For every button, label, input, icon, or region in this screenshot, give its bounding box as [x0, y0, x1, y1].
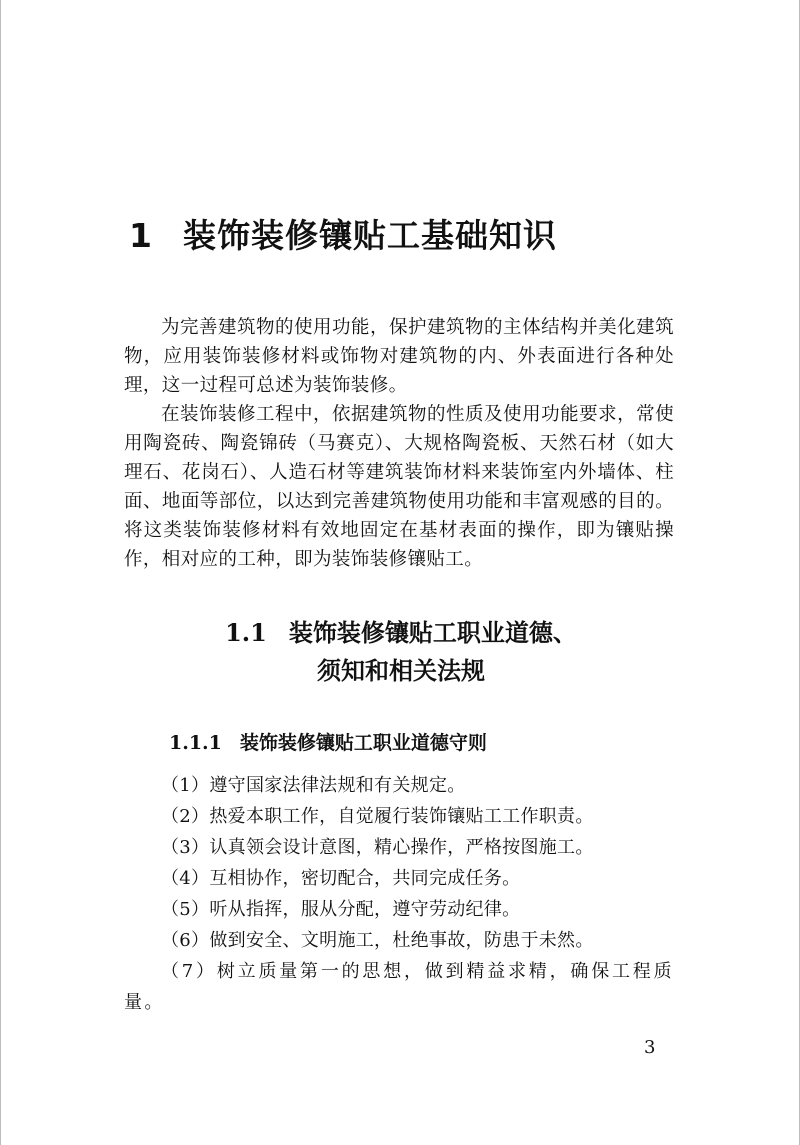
list-item: （7）树立质量第一的思想，做到精益求精，确保工程质量。 [124, 961, 674, 1013]
chapter-title-text: 装饰装修镶贴工基础知识 [183, 216, 557, 255]
list-item: （2）热爱本职工作，自觉履行装饰镶贴工工作职责。 [161, 806, 594, 827]
intro-section [124, 313, 674, 574]
section-number: 1.1 [225, 618, 267, 647]
subsection-title-text: 装饰装修镶贴工职业道德守则 [239, 732, 487, 754]
chapter-title [129, 212, 557, 260]
list-item: （5）听从指挥，服从分配，遵守劳动纪律。 [161, 899, 521, 920]
page-number: 3 [644, 1037, 656, 1058]
section-title-line1: 装饰装修镶贴工职业道德、 [288, 619, 577, 647]
list-item: （6）做到安全、文明施工，杜绝事故，防患于未然。 [161, 930, 594, 951]
code-of-conduct-list [124, 770, 674, 1018]
section-title [1, 614, 800, 690]
list-item: （3）认真领会设计意图，精心操作，严格按图施工。 [161, 837, 594, 858]
list-item: （1）遵守国家法律法规和有关规定。 [161, 775, 466, 796]
subsection-title [169, 728, 487, 758]
section-title-line2: 须知和相关法规 [317, 657, 485, 685]
subsection-number: 1.1.1 [169, 732, 222, 754]
chapter-number: 1 [129, 216, 153, 255]
list-item: （4）互相协作，密切配合，共同完成任务。 [161, 868, 521, 889]
intro-paragraph-2: 在装饰装修工程中，依据建筑物的性质及使用功能要求，常使用陶瓷砖、陶瓷锦砖（马赛克）、大规格陶瓷板、天然石材（如大理石、花岗石）、人造石材等建筑装饰材料来装饰室内外墙体、柱面、地面等部位，以达到完善建筑物使用功能和丰富观感的目的。将这类装饰装修材料有效地固定在基材表面的操作，即为镶贴操作，相对应的工种，即为装饰装修镶贴工。 [124, 404, 674, 570]
intro-paragraph-1: 为完善建筑物的使用功能，保护建筑物的主体结构并美化建筑物，应用装饰装修材料或饰物对建筑物的内、外表面进行各种处理，这一过程可总述为装饰装修。 [124, 317, 674, 396]
